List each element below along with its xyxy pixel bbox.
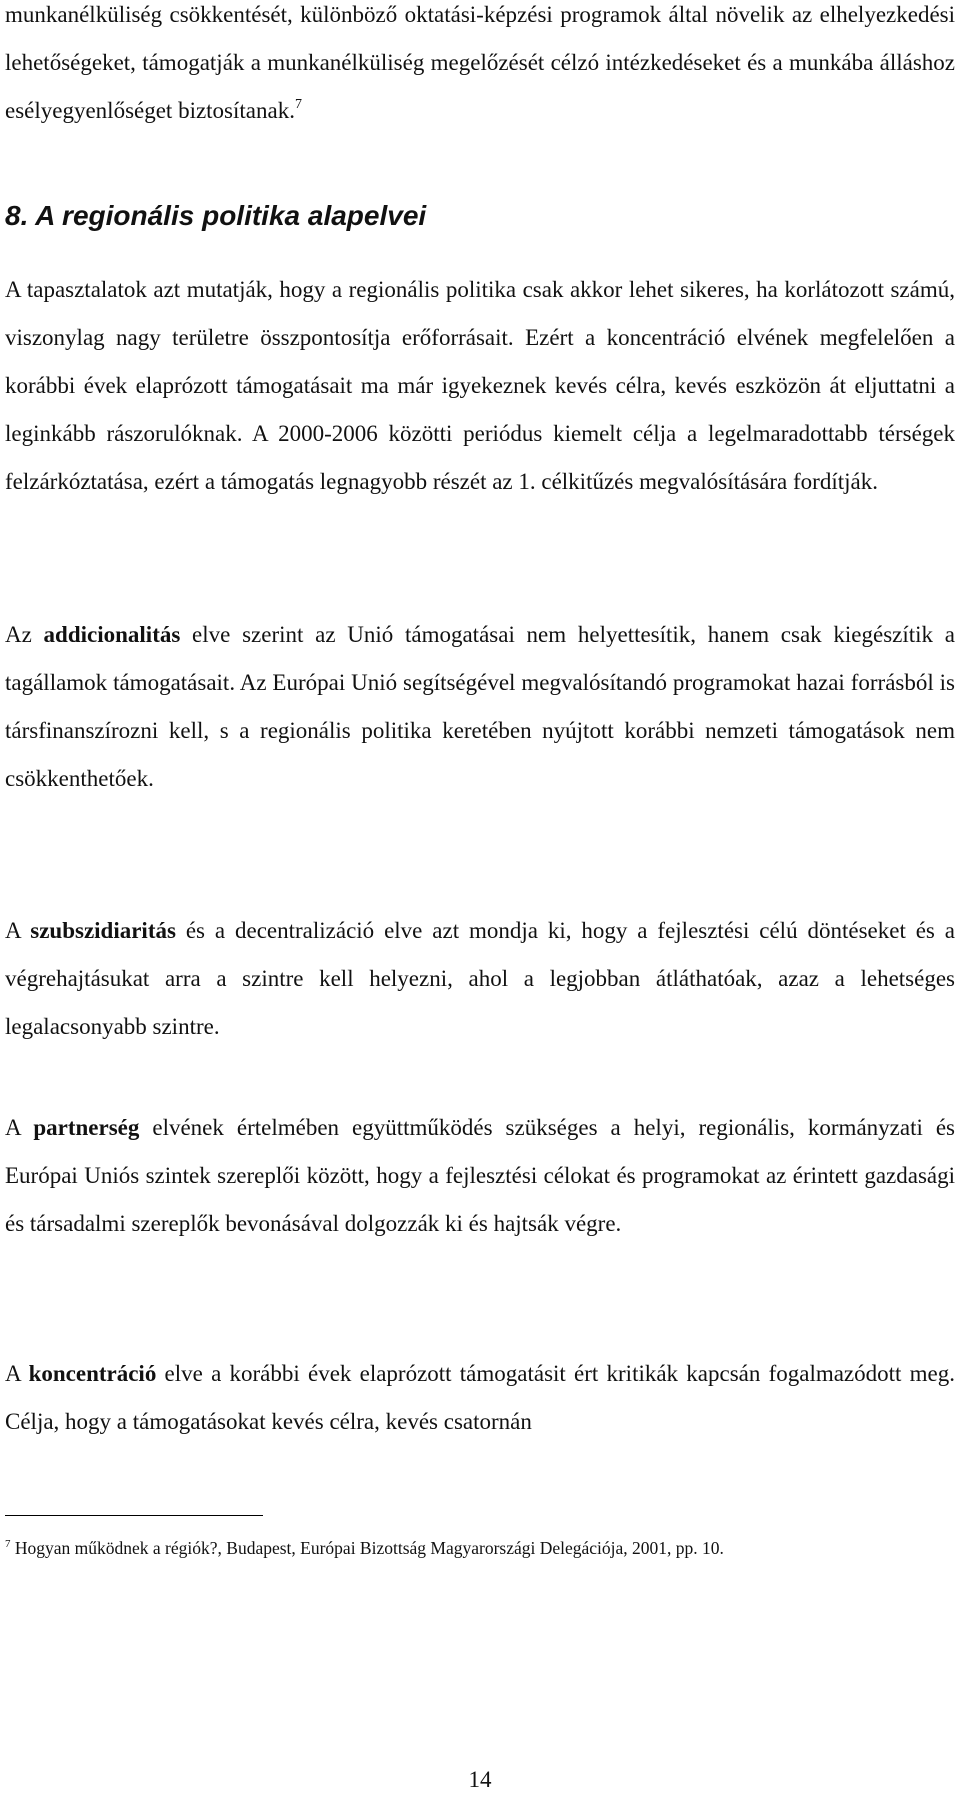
paragraph-text-after: elvének értelmében együttműködés szükséges a helyi, regionális, kormányzati és Európai Uniós szintek szereplői között, hogy a fejlesztési célokat és programokat az érintett gazdasági és társadalmi szereplők bevonásával dolgozzák ki és hajtsák végre. [5, 1115, 955, 1236]
paragraph-text-before: Az [5, 622, 44, 647]
paragraph-subsidiarity [5, 907, 955, 1051]
page-number: 14 [468, 1767, 492, 1792]
paragraph-text-after: és a decentralizáció elve azt mondja ki, hogy a fejlesztési célú döntéseket és a végrehajtásukat arra a szintre kell helyezni, ahol a legjobban átláthatóak, azaz a lehetséges legalacsonyabb szintre. [5, 918, 955, 1039]
paragraph-text-after: elve szerint az Unió támogatásai nem helyettesítik, hanem csak kiegészítik a tagállamok támogatásait. Az Európai Unió segítségével megvalósítandó programokat hazai forrásból is társfinanszírozni kell, s a regionális politika keretében nyújtott korábbi nemzeti támogatások nem csökkenthetőek. [5, 622, 955, 791]
footnote [5, 1535, 955, 1561]
paragraph-text: A tapasztalatok azt mutatják, hogy a regionális politika csak akkor lehet sikeres, ha korlátozott számú, viszonylag nagy területre összpontosítja erőforrásait. Ezért a koncentráció elvének megfelelően a korábbi évek elaprózott támogatásait ma már igyekeznek kevés célra, kevés eszközön át eljuttatni a leginkább rászorulóknak. A 2000-2006 közötti periódus kiemelt célja a legelmaradottabb térségek felzárkóztatása, ezért a támogatás legnagyobb részét az 1. célkitűzés megvalósítására fordítják. [5, 277, 955, 494]
term-subsidiarity: szubszidiaritás [30, 918, 176, 943]
paragraph-partnership [5, 1104, 955, 1248]
footnote-number: 7 [5, 1538, 11, 1550]
term-additionality: addicionalitás [43, 622, 181, 647]
intro-text: munkanélküliség csökkentését, különböző oktatási-képzési programok által növelik az elhelyezkedési lehetőségeket, támogatják a munkanélküliség megelőzését célzó intézkedéseket és a munkába álláshoz esélyegyenlőséget biztosítanak. [5, 2, 955, 123]
paragraph-principles-intro [5, 266, 955, 506]
footnote-text: Hogyan működnek a régiók?, Budapest, Európai Bizottság Magyarországi Delegációja, 2001, pp. 10. [14, 1538, 724, 1558]
paragraph-text-before: A [5, 1361, 29, 1386]
paragraph-concentration [5, 1350, 955, 1446]
intro-paragraph [5, 0, 955, 135]
term-partnership: partnerség [33, 1115, 140, 1140]
footnote-divider [5, 1515, 263, 1516]
paragraph-text-before: A [5, 1115, 34, 1140]
paragraph-text-after: elve a korábbi évek elaprózott támogatásit ért kritikák kapcsán fogalmazódott meg. Célja, hogy a támogatásokat kevés célra, kevés csatornán [5, 1361, 955, 1434]
paragraph-additionality [5, 611, 955, 803]
paragraph-text-before: A [5, 918, 31, 943]
footnote-reference[interactable]: 7 [294, 97, 302, 112]
term-concentration: koncentráció [28, 1361, 157, 1386]
section-heading: 8. A regionális politika alapelvei [5, 200, 427, 231]
